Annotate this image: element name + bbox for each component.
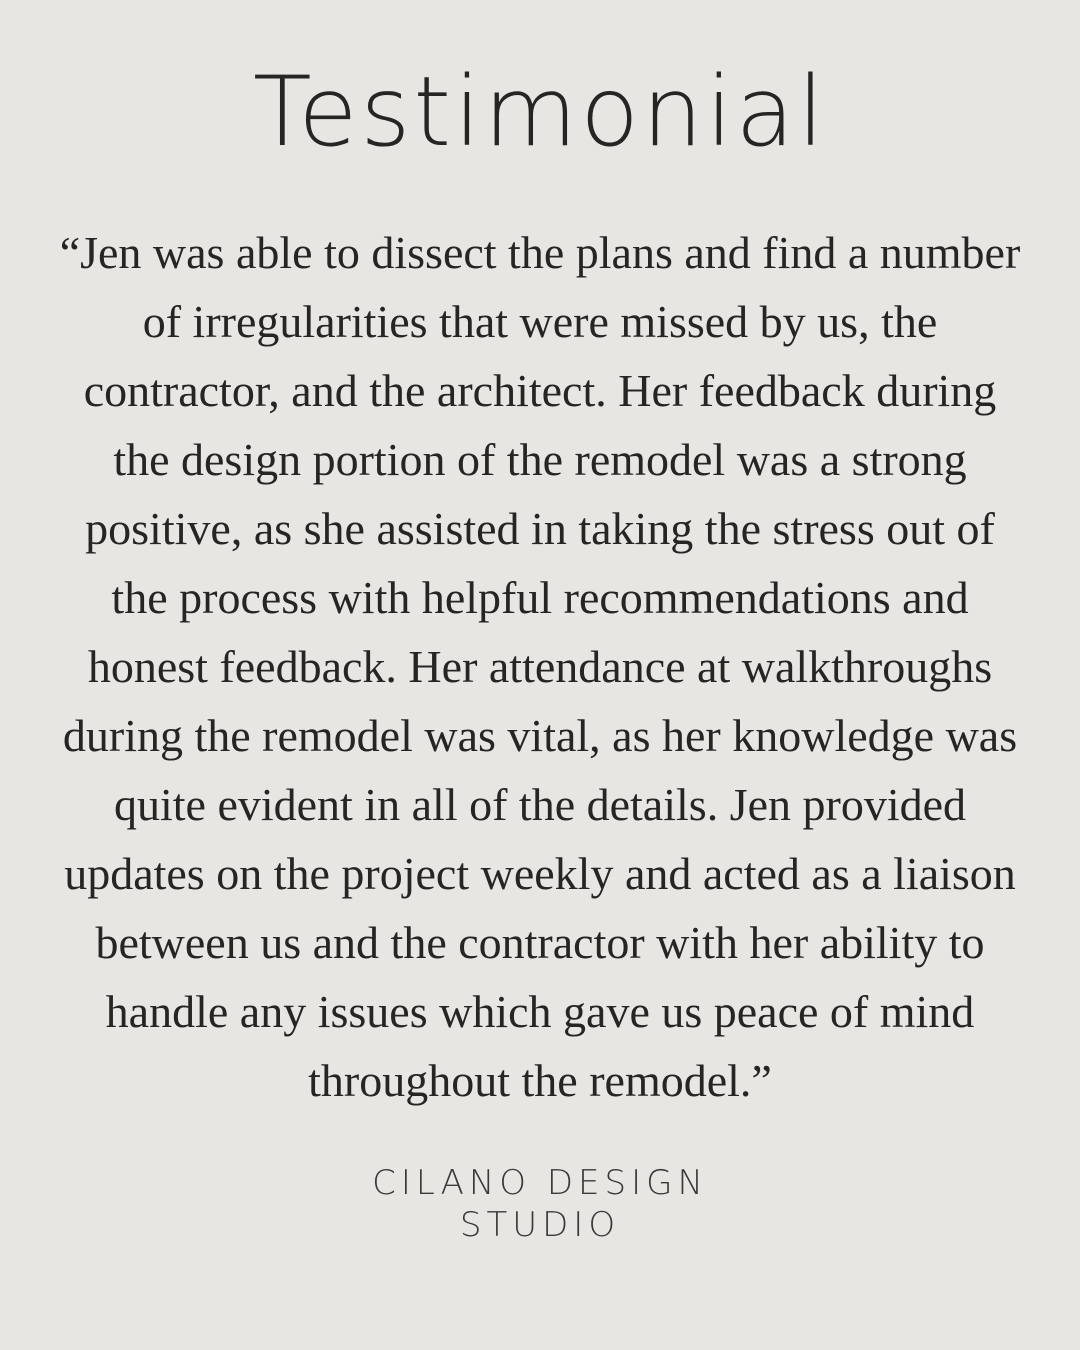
page-title: Testimonial <box>253 56 827 168</box>
quote-line: contractor, and the architect. Her feedback during <box>83 365 997 416</box>
quote-line: updates on the project weekly and acted as a liaison <box>64 848 1016 899</box>
quote-line: “Jen was able to dissect the plans and find a number <box>59 227 1021 278</box>
testimonial-quote <box>30 218 1050 1115</box>
quote-line: throughout the remodel.” <box>308 1055 772 1106</box>
quote-line: the design portion of the remodel was a strong <box>113 434 967 485</box>
quote-line: between us and the contractor with her ability to <box>95 917 985 968</box>
quote-line: honest feedback. Her attendance at walkthroughs <box>87 641 993 692</box>
quote-line: of irregularities that were missed by us, the <box>142 296 938 347</box>
attribution <box>0 1162 1080 1246</box>
quote-line: positive, as she assisted in taking the stress out of <box>85 503 995 554</box>
quote-line: quite evident in all of the details. Jen provided <box>113 779 967 830</box>
quote-line: during the remodel was vital, as her knowledge was <box>62 710 1018 761</box>
attribution-line: STUDIO <box>459 1205 621 1245</box>
attribution-line: CILANO DESIGN <box>372 1163 708 1203</box>
quote-line: the process with helpful recommendations and <box>111 572 969 623</box>
quote-line: handle any issues which gave us peace of mind <box>105 986 975 1037</box>
